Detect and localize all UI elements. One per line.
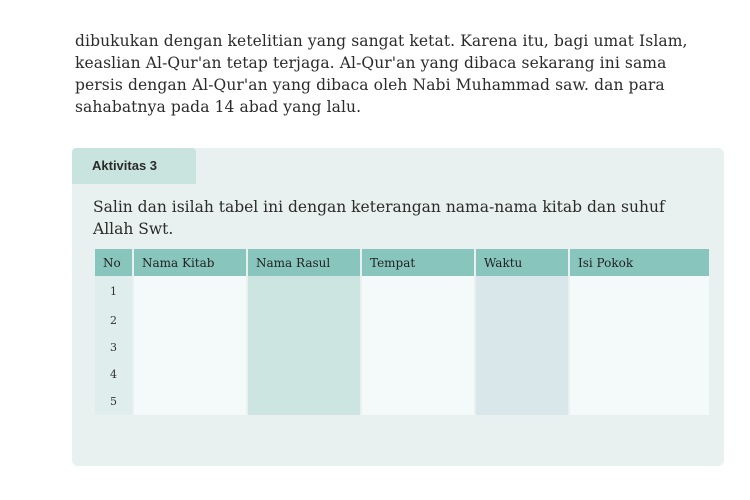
cell-tempat[interactable] (361, 388, 475, 415)
scripture-table (95, 249, 711, 415)
cell-nama-kitab[interactable] (133, 361, 247, 388)
header-isi-pokok: Isi Pokok (569, 249, 710, 276)
activity-tab-label: Aktivitas 3 (92, 158, 158, 173)
table-header-row (95, 249, 710, 276)
row-number: 3 (95, 334, 133, 361)
row-number: 2 (95, 307, 133, 334)
table-row (95, 388, 710, 415)
cell-nama-rasul[interactable] (247, 276, 361, 307)
cell-waktu[interactable] (475, 276, 569, 307)
cell-waktu[interactable] (475, 334, 569, 361)
cell-waktu[interactable] (475, 307, 569, 334)
cell-isi-pokok[interactable] (569, 388, 710, 415)
instruction-line: Salin dan isilah tabel ini dengan keterangan nama-nama kitab dan suhuf (93, 198, 665, 216)
table-row (95, 334, 710, 361)
cell-nama-rasul[interactable] (247, 307, 361, 334)
cell-nama-kitab[interactable] (133, 276, 247, 307)
row-number: 5 (95, 388, 133, 415)
cell-tempat[interactable] (361, 307, 475, 334)
header-tempat: Tempat (361, 249, 475, 276)
cell-nama-rasul[interactable] (247, 334, 361, 361)
cell-isi-pokok[interactable] (569, 334, 710, 361)
cell-tempat[interactable] (361, 361, 475, 388)
row-number: 4 (95, 361, 133, 388)
cell-tempat[interactable] (361, 276, 475, 307)
table-row (95, 361, 710, 388)
cell-waktu[interactable] (475, 361, 569, 388)
header-nama-rasul: Nama Rasul (247, 249, 361, 276)
cell-nama-kitab[interactable] (133, 388, 247, 415)
paragraph-line: persis dengan Al-Qur'an yang dibaca oleh Nabi Muhammad saw. dan para (75, 76, 665, 94)
paragraph-line: dibukukan dengan ketelitian yang sangat ketat. Karena itu, bagi umat Islam, (75, 32, 688, 50)
paragraph-line: keaslian Al-Qur'an tetap terjaga. Al-Qur'an yang dibaca sekarang ini sama (75, 54, 667, 72)
cell-isi-pokok[interactable] (569, 361, 710, 388)
activity-instruction (93, 196, 713, 240)
cell-isi-pokok[interactable] (569, 276, 710, 307)
cell-isi-pokok[interactable] (569, 307, 710, 334)
activity-tab (72, 148, 196, 184)
table-row (95, 276, 710, 307)
header-no: No (95, 249, 133, 276)
table-row (95, 307, 710, 334)
instruction-line: Allah Swt. (93, 220, 174, 238)
cell-nama-kitab[interactable] (133, 307, 247, 334)
row-number: 1 (95, 276, 133, 307)
paragraph-line: sahabatnya pada 14 abad yang lalu. (75, 98, 362, 116)
header-waktu: Waktu (475, 249, 569, 276)
cell-nama-kitab[interactable] (133, 334, 247, 361)
cell-tempat[interactable] (361, 334, 475, 361)
cell-nama-rasul[interactable] (247, 361, 361, 388)
cell-waktu[interactable] (475, 388, 569, 415)
header-nama-kitab: Nama Kitab (133, 249, 247, 276)
body-paragraph (75, 30, 735, 118)
cell-nama-rasul[interactable] (247, 388, 361, 415)
